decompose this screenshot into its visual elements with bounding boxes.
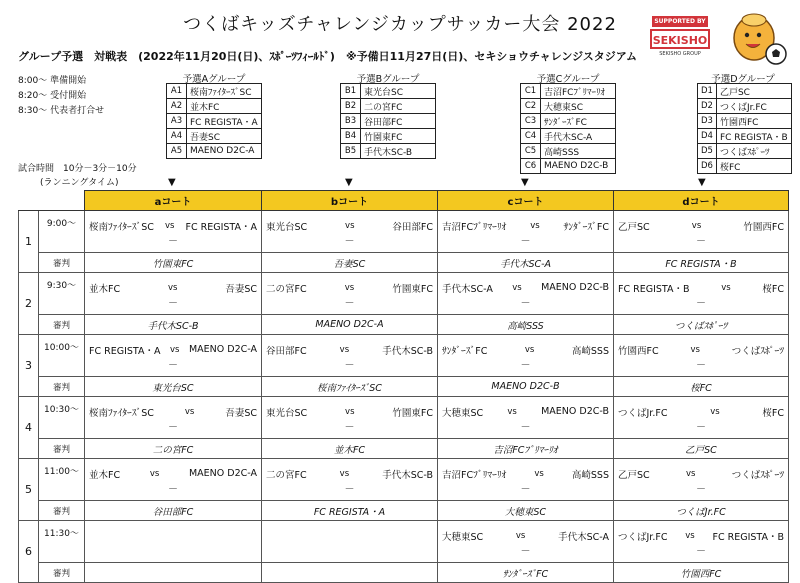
home-team: 竹園西FC [618,345,659,357]
match-line [85,339,261,360]
referee-team: MAENO D2C-A [262,315,438,335]
referee-row [19,439,789,459]
round-number: 2 [19,273,39,335]
kickoff-time: 9:30～ [39,273,85,315]
home-team: FC REGISTA・B [618,283,690,295]
kickoff-time: 11:00～ [39,459,85,501]
referee-label: 審判 [39,439,85,459]
team-code: C3 [521,114,541,129]
referee-label: 審判 [39,563,85,583]
match-line [438,215,613,236]
team-code: D4 [698,129,717,144]
vs-label: vs [515,530,526,541]
team-code: A2 [167,99,187,114]
home-team: 乙戸SC [618,469,650,481]
away-team: ｻﾝﾀﾞｰｽﾞFC [563,221,609,233]
group-c-title: 予選Cグループ [536,74,600,85]
match-line [614,525,788,546]
away-team: 手代木SC-A [558,531,609,543]
vs-label: vs [345,220,355,231]
match-cell [262,397,438,439]
away-team: 竹園東FC [392,407,433,419]
score-dash: － [344,236,355,247]
away-team: 吾妻SC [225,283,257,295]
match-time-label: 試合時間 10分－3分－10分 [18,164,137,174]
match-cell [85,397,262,439]
away-team: 桜FC [762,407,784,419]
round-row [19,211,789,253]
match-cell [85,459,262,501]
vs-label: vs [524,344,535,355]
team-name: 桜FC [716,159,791,174]
team-name: 竹園東FC [361,129,436,144]
down-arrow-icon: ▼ [345,177,353,188]
home-team: FC REGISTA・A [89,345,161,357]
team-code: A5 [167,144,187,159]
away-team: FC REGISTA・A [185,221,257,233]
round-row [19,397,789,439]
score-dash: － [520,422,531,433]
home-team: 乙戸SC [618,221,650,233]
referee-team: つくばJr.FC [614,501,789,521]
court-c-header: cコート [438,191,614,211]
referee-team: つくばｽﾎﾟｰﾂ [614,315,789,335]
kickoff-time: 10:00～ [39,335,85,377]
running-time-note: (ランニングタイム) [40,178,119,188]
away-team: 手代木SC-B [382,469,433,481]
away-team: MAENO D2C-B [541,282,609,293]
schedule-item: 8:30～ 代表者打合せ [18,106,105,116]
home-team: 手代木SC-A [442,283,493,295]
away-team: MAENO D2C-B [541,406,609,417]
home-team: 並木FC [89,469,121,481]
down-arrow-icon: ▼ [521,177,529,188]
match-line [614,339,788,360]
match-schedule-table [18,190,789,583]
referee-team: MAENO D2C-B [438,377,614,397]
away-team: 高崎SSS [571,345,609,357]
match-line [262,277,437,298]
vs-label: vs [344,282,355,293]
match-line [85,277,261,298]
team-name: 手代木SC-B [361,144,436,159]
match-line [614,401,788,422]
team-code: D5 [698,144,717,159]
score-dash: － [696,298,706,309]
score-dash: － [520,236,531,247]
vs-label: vs [685,530,695,541]
match-line [438,277,613,298]
team-name: 高崎SSS [541,144,616,159]
team-code: B4 [341,129,361,144]
team-name: FC REGISTA・B [716,129,791,144]
referee-team: 吾妻SC [262,253,438,273]
round-number: 3 [19,335,39,397]
match-cell [85,211,262,253]
match-cell [614,335,789,377]
match-cell [262,211,438,253]
court-d-header: dコート [614,191,789,211]
sponsor-group: SEKISHO GROUP [659,51,701,57]
referee-team: 並木FC [262,439,438,459]
match-line [438,525,613,546]
match-line [262,401,437,422]
mascot-illustration [728,12,790,70]
schedule-item: 8:00～ 準備開始 [18,76,87,86]
team-code: A4 [167,129,187,144]
home-team: 桜南ﾌｧｲﾀｰｽﾞSC [89,221,154,233]
match-line [614,277,788,298]
schedule-item: 8:20～ 受付開始 [18,91,87,101]
vs-label: vs [721,282,731,293]
referee-team [85,563,262,583]
score-dash: － [168,298,178,309]
score-dash: － [168,422,178,433]
match-cell [438,521,614,563]
score-dash: － [344,484,355,495]
vs-label: vs [167,282,178,293]
referee-label: 審判 [39,253,85,273]
group-c-table [520,83,616,174]
team-name: 竹園西FC [716,114,791,129]
match-line [85,215,261,236]
referee-label: 審判 [39,377,85,397]
round-row [19,521,789,563]
subtitle: グループ予選 対戦表 (2022年11月20日(日)、ｽﾎﾟｰﾂﾌｨｰﾙﾄﾞ) ※予備日11月27日(日)、セキショウチャレンジスタジアム [18,50,638,63]
score-dash: － [168,484,178,495]
home-team: ｻﾝﾀﾞｰｽﾞFC [442,345,488,357]
match-cell [262,521,438,563]
match-cell [438,459,614,501]
team-code: D3 [698,114,717,129]
match-line [438,401,613,422]
team-code: B2 [341,99,361,114]
away-team: MAENO D2C-A [188,468,257,479]
match-cell [438,335,614,377]
match-line [262,215,437,236]
down-arrow-icon: ▼ [168,177,176,188]
vs-label: vs [685,468,696,479]
referee-team: FC REGISTA・B [614,253,789,273]
match-cell [614,273,789,315]
group-d-title: 予選Dグループ [711,74,775,85]
away-team: 谷田部FC [392,221,433,233]
vs-label: vs [534,468,544,479]
round-number: 1 [19,211,39,273]
vs-label: vs [690,344,700,355]
kickoff-time: 10:30～ [39,397,85,439]
team-name: 手代木SC-A [541,129,616,144]
vs-label: vs [530,220,540,231]
team-name: つくばｽﾎﾟｰﾂ [716,144,791,159]
vs-label: vs [184,406,195,417]
team-name: ｻﾝﾀﾞｰｽﾞFC [541,114,616,129]
home-team: 並木FC [89,283,121,295]
vs-label: vs [710,406,720,417]
referee-label: 審判 [39,315,85,335]
group-a-title: 予選Aグループ [182,74,246,85]
team-code: C1 [521,84,541,99]
vs-label: vs [170,344,180,355]
vs-label: vs [149,468,160,479]
away-team: 竹園東FC [392,283,433,295]
away-team: 桜FC [762,283,784,295]
match-cell [85,273,262,315]
team-name: 桜南ﾌｧｲﾀｰｽﾞSC [187,84,262,99]
match-cell [614,397,789,439]
score-dash: － [696,422,706,433]
score-dash: － [696,546,706,557]
round-row [19,335,789,377]
referee-team: 二の宮FC [85,439,262,459]
match-cell [438,397,614,439]
team-name: 並木FC [187,99,262,114]
home-team: 谷田部FC [266,345,307,357]
referee-label: 審判 [39,501,85,521]
kickoff-time: 9:00～ [39,211,85,253]
group-d-table [697,83,792,174]
referee-team: 東光台SC [85,377,262,397]
vs-label: vs [164,220,175,231]
match-line [438,339,613,360]
team-code: D2 [698,99,717,114]
team-code: B5 [341,144,361,159]
referee-team: 大穂東SC [438,501,614,521]
court-b-header: bコート [262,191,438,211]
match-line [614,215,788,236]
score-dash: － [696,484,706,495]
match-line [85,463,261,484]
round-row [19,459,789,501]
team-code: C6 [521,159,541,174]
team-name: FC REGISTA・A [187,114,262,129]
team-name: つくばJr.FC [716,99,791,114]
down-arrow-icon: ▼ [698,177,706,188]
team-name: 吉沼FCﾌﾞﾘﾏｰﾘｵ [541,84,616,99]
group-a-table [166,83,262,159]
match-cell [262,459,438,501]
team-name: 東光台SC [361,84,436,99]
match-cell [262,273,438,315]
team-code: C4 [521,129,541,144]
match-cell [85,521,262,563]
score-dash: － [344,360,355,371]
group-b-table [340,83,436,159]
team-name: 乙戸SC [716,84,791,99]
match-cell [438,211,614,253]
home-team: つくばJr.FC [618,531,668,543]
header-spacer [19,191,85,211]
referee-row [19,563,789,583]
referee-team: 谷田部FC [85,501,262,521]
score-dash: － [168,236,178,247]
score-dash: － [520,546,531,557]
vs-label: vs [339,344,350,355]
match-line [438,463,613,484]
referee-row [19,377,789,397]
team-code: B3 [341,114,361,129]
match-line [262,463,437,484]
team-code: C5 [521,144,541,159]
away-team: MAENO D2C-A [188,344,257,355]
match-cell [614,211,789,253]
match-cell [614,521,789,563]
team-name: MAENO D2C-B [541,159,616,174]
home-team: 二の宮FC [266,283,307,295]
sponsor-logo [648,16,712,64]
team-code: D1 [698,84,717,99]
team-code: C2 [521,99,541,114]
referee-row [19,315,789,335]
team-name: 大穂東SC [541,99,616,114]
team-code: A1 [167,84,187,99]
team-name: 谷田部FC [361,114,436,129]
score-dash: － [520,484,531,495]
vs-label: vs [512,282,522,293]
team-code: B1 [341,84,361,99]
sponsor-top-text: SUPPORTED BY [652,16,708,27]
vs-label: vs [339,468,350,479]
round-number: 4 [19,397,39,459]
referee-team: ｻﾝﾀﾞｰｽﾞFC [438,563,614,583]
away-team: 吾妻SC [225,407,257,419]
vs-label: vs [507,406,517,417]
score-dash: － [520,360,531,371]
away-team: 手代木SC-B [382,345,433,357]
referee-team: 桜南ﾌｧｲﾀｰｽﾞSC [262,377,438,397]
referee-team: 手代木SC-B [85,315,262,335]
home-team: 二の宮FC [266,469,307,481]
vs-label: vs [691,220,702,231]
team-code: D6 [698,159,717,174]
away-team: 竹園西FC [743,221,784,233]
sponsor-name: SEKISHO [650,29,710,49]
match-cell [85,335,262,377]
match-cell [438,273,614,315]
team-name: 吾妻SC [187,129,262,144]
group-b-title: 予選Bグループ [356,74,420,85]
score-dash: － [344,422,355,433]
score-dash: － [520,298,531,309]
home-team: 東光台SC [266,221,308,233]
referee-team: 吉沼FCﾌﾞﾘﾏｰﾘｵ [438,439,614,459]
match-line [262,339,437,360]
kickoff-time: 11:30～ [39,521,85,563]
away-team: FC REGISTA・B [712,531,784,543]
round-number: 6 [19,521,39,583]
home-team: 大穂東SC [442,531,484,543]
team-code: A3 [167,114,187,129]
match-cell [614,459,789,501]
home-team: 吉沼FCﾌﾞﾘﾏｰﾘｵ [442,469,507,481]
home-team: 東光台SC [266,407,308,419]
vs-label: vs [345,406,355,417]
referee-row [19,253,789,273]
score-dash: － [344,298,355,309]
score-dash: － [696,360,706,371]
away-team: つくばｽﾎﾟｰﾂ [731,345,784,357]
away-team: 高崎SSS [571,469,609,481]
referee-row [19,501,789,521]
court-a-header: aコート [85,191,262,211]
team-name: 二の宮FC [361,99,436,114]
court-header-row [19,191,789,211]
referee-team [262,563,438,583]
referee-team: 桜FC [614,377,789,397]
match-line [85,401,261,422]
away-team: つくばｽﾎﾟｰﾂ [731,469,784,481]
match-line [614,463,788,484]
referee-team: 竹園東FC [85,253,262,273]
team-name: MAENO D2C-A [187,144,262,159]
referee-team: 手代木SC-A [438,253,614,273]
page-title: つくばキッズチャレンジカップサッカー大会 2022 [183,14,617,35]
referee-team: 竹園西FC [614,563,789,583]
referee-team: 高崎SSS [438,315,614,335]
round-row [19,273,789,315]
referee-team: 乙戸SC [614,439,789,459]
home-team: 大穂東SC [442,407,484,419]
score-dash: － [696,236,706,247]
match-cell [262,335,438,377]
round-number: 5 [19,459,39,521]
referee-team: FC REGISTA・A [262,501,438,521]
home-team: 吉沼FCﾌﾞﾘﾏｰﾘｵ [442,221,507,233]
home-team: つくばJr.FC [618,407,668,419]
score-dash: － [168,360,178,371]
home-team: 桜南ﾌｧｲﾀｰｽﾞSC [89,407,154,419]
